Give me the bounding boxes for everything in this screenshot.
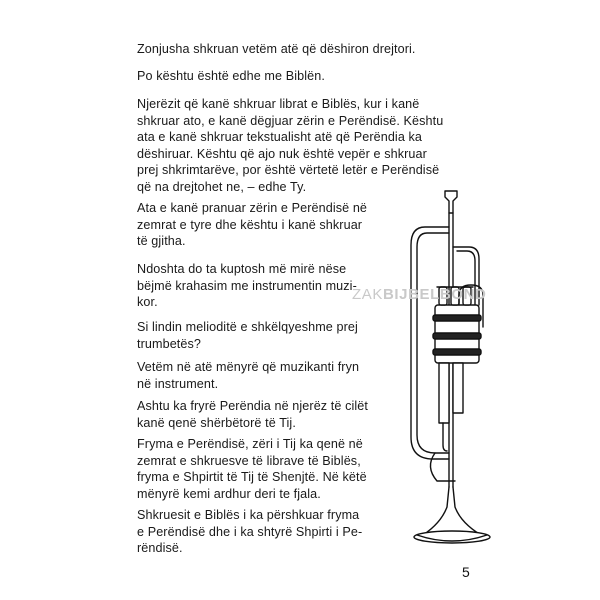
- paragraph-6: [137, 319, 358, 352]
- text-line: Vetëm në atë mënyrë që muzikanti fryn: [137, 360, 360, 374]
- text-line: Njerëzit që kanë shkruar librat e Biblës, kur i kanë: [137, 97, 420, 111]
- paragraph-9: [137, 436, 367, 502]
- text-line: dëshiruar. Kështu që ajo nuk është vepër e shkruar: [137, 146, 427, 161]
- text-line: zemrat e tyre dhe kështu i kanë shkruar: [137, 217, 363, 232]
- text-line: që na drejtohet ne, – edhe Ty.: [137, 179, 307, 194]
- text-line: Po kështu është edhe me Biblën.: [137, 69, 325, 83]
- text-line: prej shkrimtarëve, por është vërtetë letër e Perëndisë: [137, 163, 440, 177]
- text-line: Ashtu ka fryrë Perëndia në njerëz të cilët: [137, 399, 369, 413]
- text-line: bëjmë krahasim me instrumentin muzi-: [137, 278, 357, 293]
- text-line: Fryma e Perëndisë, zëri i Tij ka qenë në: [137, 437, 363, 451]
- watermark-prefix: ZAK: [352, 286, 383, 303]
- page-number: 5: [462, 564, 470, 580]
- paragraph-5: [137, 261, 357, 311]
- text-line: Shkruesit e Biblës i ka përshkuar fryma: [137, 508, 360, 522]
- paragraph-3: [137, 96, 443, 195]
- text-line: Ata e kanë pranuar zërin e Perëndisë në: [137, 201, 368, 215]
- text-line: Ndoshta do ta kuptosh më mirë nëse: [137, 262, 347, 276]
- watermark-main: BIJBELBOND: [382, 286, 487, 303]
- paragraph-4: [137, 200, 367, 250]
- text-line: zemrat e shkruesve të librave të Biblës,: [137, 453, 361, 468]
- paragraph-7: [137, 359, 359, 392]
- paragraph-1: [137, 41, 416, 58]
- text-line: në instrument.: [137, 376, 219, 391]
- text-line: e Perëndisë dhe i ka shtyrë Shpirti i Pe-: [137, 524, 363, 539]
- watermark: [352, 286, 487, 303]
- text-line: kor.: [137, 295, 158, 309]
- paragraph-8: [137, 398, 368, 431]
- paragraph-2: [137, 68, 325, 85]
- text-line: Si lindin melioditë e shkëlqyeshme prej: [137, 320, 358, 334]
- paragraph-10: [137, 507, 362, 557]
- text-line: kanë qenë shërbëtorë të Tij.: [137, 415, 296, 430]
- text-line: të gjitha.: [137, 234, 186, 248]
- text-line: mënyrë kemi ardhur deri te fjala.: [137, 486, 321, 501]
- text-line: trumbetës?: [137, 336, 201, 351]
- text-line: Zonjusha shkruan vetëm atë që dëshiron drejtori.: [137, 42, 416, 56]
- text-line: fryma e Shpirtit të Tij të Shenjtë. Në këtë: [137, 470, 367, 484]
- text-line: shkruar ato, e kanë dëgjuar zërin e Perëndisë. Kështu: [137, 113, 444, 128]
- text-line: rëndisë.: [137, 541, 183, 555]
- trumpet-illustration: [395, 187, 505, 547]
- text-line: ata e kanë shkruar tekstualisht atë që Perëndia ka: [137, 130, 423, 144]
